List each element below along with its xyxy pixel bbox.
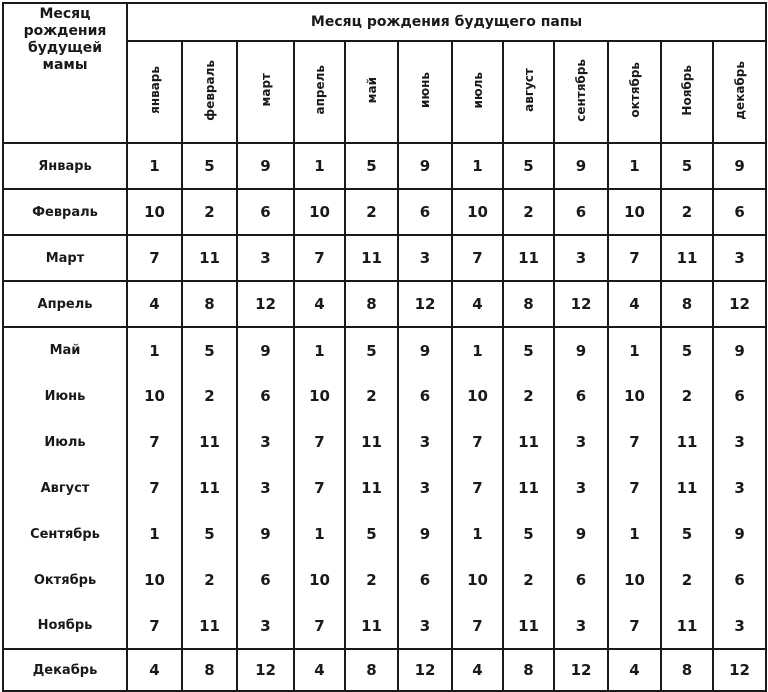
table-row — [3, 465, 766, 511]
table-cell: 6 — [398, 557, 452, 603]
table-cell: 4 — [294, 281, 345, 327]
table-cell: 1 — [452, 143, 503, 189]
mother-month-label: Февраль — [3, 189, 127, 235]
father-month-7 — [452, 41, 503, 143]
table-cell: 9 — [398, 327, 452, 373]
table-cell: 9 — [237, 327, 294, 373]
table-cell: 9 — [237, 143, 294, 189]
table-cell: 1 — [127, 327, 182, 373]
table-cell: 4 — [294, 649, 345, 691]
table-cell: 6 — [554, 373, 608, 419]
table-cell: 4 — [127, 649, 182, 691]
table-cell: 12 — [398, 649, 452, 691]
mother-month-label: Декабрь — [3, 649, 127, 691]
father-month-label: Ноябрь — [680, 64, 694, 116]
mother-month-label: Октябрь — [3, 557, 127, 603]
table-cell: 8 — [182, 649, 237, 691]
table-cell: 6 — [554, 557, 608, 603]
table-cell: 12 — [398, 281, 452, 327]
table-cell: 7 — [127, 465, 182, 511]
table-cell: 7 — [294, 603, 345, 649]
table-cell: 11 — [503, 603, 554, 649]
table-cell: 9 — [554, 511, 608, 557]
table-cell: 4 — [608, 281, 661, 327]
table-cell: 6 — [237, 557, 294, 603]
mother-month-label: Январь — [3, 143, 127, 189]
mother-month-label: Май — [3, 327, 127, 373]
table-cell: 3 — [398, 419, 452, 465]
father-month-11 — [661, 41, 713, 143]
table-cell: 2 — [503, 373, 554, 419]
mother-month-label: Август — [3, 465, 127, 511]
table-cell: 4 — [452, 281, 503, 327]
table-row — [3, 419, 766, 465]
mother-month-header: Месяц рождения будущей мамы — [3, 3, 127, 143]
table-cell: 2 — [661, 189, 713, 235]
table-cell: 10 — [452, 557, 503, 603]
conception-month-table — [2, 2, 767, 692]
table-cell: 5 — [503, 511, 554, 557]
table-cell: 6 — [398, 189, 452, 235]
table-cell: 8 — [182, 281, 237, 327]
table-cell: 3 — [713, 465, 766, 511]
table-cell: 1 — [294, 143, 345, 189]
table-cell: 11 — [661, 465, 713, 511]
table-cell: 5 — [503, 327, 554, 373]
table-cell: 10 — [294, 557, 345, 603]
table-cell: 5 — [182, 511, 237, 557]
table-cell: 4 — [452, 649, 503, 691]
father-month-label: май — [364, 76, 379, 104]
table-body — [3, 143, 766, 691]
table-cell: 6 — [237, 373, 294, 419]
table-cell: 11 — [503, 465, 554, 511]
table-cell: 7 — [452, 235, 503, 281]
table-cell: 6 — [713, 557, 766, 603]
table-cell: 12 — [554, 649, 608, 691]
table-cell: 6 — [713, 373, 766, 419]
table-cell: 8 — [503, 281, 554, 327]
table-cell: 12 — [237, 281, 294, 327]
father-month-label: июль — [470, 71, 485, 109]
mother-month-label: Июнь — [3, 373, 127, 419]
table-cell: 11 — [503, 235, 554, 281]
father-month-2 — [182, 41, 237, 143]
table-cell: 7 — [127, 419, 182, 465]
father-month-12 — [713, 41, 766, 143]
table-cell: 10 — [294, 373, 345, 419]
table-cell: 11 — [345, 603, 398, 649]
table-cell: 1 — [452, 511, 503, 557]
table-cell: 1 — [608, 327, 661, 373]
table-cell: 10 — [127, 557, 182, 603]
table-cell: 12 — [713, 649, 766, 691]
table-cell: 3 — [398, 235, 452, 281]
table-cell: 10 — [608, 189, 661, 235]
table-cell: 7 — [127, 235, 182, 281]
table-cell: 4 — [127, 281, 182, 327]
table-row — [3, 281, 766, 327]
table-cell: 9 — [713, 143, 766, 189]
table-cell: 7 — [608, 465, 661, 511]
table-cell: 8 — [503, 649, 554, 691]
table-cell: 8 — [661, 649, 713, 691]
table-cell: 2 — [661, 557, 713, 603]
table-cell: 7 — [452, 419, 503, 465]
table-cell: 2 — [503, 189, 554, 235]
table-row — [3, 143, 766, 189]
father-month-label: сентябрь — [574, 58, 588, 122]
table-cell: 5 — [182, 327, 237, 373]
table-cell: 11 — [661, 235, 713, 281]
table-cell: 7 — [294, 419, 345, 465]
father-month-9 — [554, 41, 608, 143]
table-cell: 3 — [554, 465, 608, 511]
father-month-label: декабрь — [732, 60, 747, 120]
father-month-8 — [503, 41, 554, 143]
table-row — [3, 327, 766, 373]
mother-month-label: Сентябрь — [3, 511, 127, 557]
table-cell: 9 — [713, 511, 766, 557]
table-cell: 5 — [503, 143, 554, 189]
table-cell: 11 — [182, 235, 237, 281]
table-cell: 2 — [345, 189, 398, 235]
table-cell: 8 — [661, 281, 713, 327]
table-cell: 5 — [345, 511, 398, 557]
table-cell: 10 — [127, 373, 182, 419]
table-cell: 5 — [182, 143, 237, 189]
table-cell: 3 — [398, 465, 452, 511]
father-month-header: Месяц рождения будущего папы — [127, 3, 766, 41]
table-cell: 3 — [713, 603, 766, 649]
table-cell: 3 — [398, 603, 452, 649]
table-cell: 5 — [345, 327, 398, 373]
table-cell: 1 — [294, 511, 345, 557]
table-cell: 9 — [554, 143, 608, 189]
table-cell: 12 — [237, 649, 294, 691]
table-cell: 1 — [452, 327, 503, 373]
table-cell: 7 — [608, 235, 661, 281]
table-cell: 2 — [182, 557, 237, 603]
mother-month-label: Март — [3, 235, 127, 281]
table-cell: 10 — [294, 189, 345, 235]
table-row — [3, 603, 766, 649]
table-cell: 4 — [608, 649, 661, 691]
table-cell: 11 — [661, 419, 713, 465]
table-cell: 2 — [182, 373, 237, 419]
mother-month-label: Ноябрь — [3, 603, 127, 649]
table-cell: 10 — [608, 557, 661, 603]
father-month-label: апрель — [312, 65, 327, 115]
father-month-1 — [127, 41, 182, 143]
mother-month-label: Апрель — [3, 281, 127, 327]
table-cell: 11 — [345, 235, 398, 281]
table-cell: 3 — [237, 419, 294, 465]
table-cell: 12 — [713, 281, 766, 327]
father-month-label: август — [521, 68, 536, 112]
father-month-label: январь — [147, 66, 162, 114]
table-cell: 8 — [345, 649, 398, 691]
table-cell: 1 — [608, 143, 661, 189]
table-cell: 2 — [182, 189, 237, 235]
father-month-label: февраль — [202, 59, 217, 121]
table-cell: 3 — [237, 465, 294, 511]
table-cell: 3 — [713, 235, 766, 281]
table-cell: 5 — [345, 143, 398, 189]
mother-month-label: Июль — [3, 419, 127, 465]
table-cell: 3 — [713, 419, 766, 465]
table-cell: 7 — [608, 419, 661, 465]
table-cell: 8 — [345, 281, 398, 327]
table-cell: 11 — [503, 419, 554, 465]
table-cell: 10 — [127, 189, 182, 235]
table-cell: 11 — [345, 419, 398, 465]
table-cell: 9 — [554, 327, 608, 373]
father-month-10 — [608, 41, 661, 143]
table-row — [3, 373, 766, 419]
table-cell: 10 — [452, 189, 503, 235]
table-cell: 7 — [608, 603, 661, 649]
table-cell: 12 — [554, 281, 608, 327]
table-row — [3, 511, 766, 557]
father-month-label: март — [258, 73, 273, 107]
father-month-label: октябрь — [627, 62, 642, 118]
father-month-3 — [237, 41, 294, 143]
table-cell: 7 — [127, 603, 182, 649]
table-cell: 5 — [661, 143, 713, 189]
father-month-4 — [294, 41, 345, 143]
table-cell: 10 — [452, 373, 503, 419]
table-cell: 2 — [503, 557, 554, 603]
table-cell: 5 — [661, 511, 713, 557]
table-cell: 3 — [237, 235, 294, 281]
table-cell: 2 — [345, 557, 398, 603]
table-cell: 3 — [554, 603, 608, 649]
table-cell: 1 — [608, 511, 661, 557]
table-cell: 3 — [554, 235, 608, 281]
table-cell: 1 — [127, 511, 182, 557]
father-month-label: июнь — [418, 72, 432, 108]
table-cell: 10 — [608, 373, 661, 419]
table-cell: 11 — [182, 419, 237, 465]
table-cell: 7 — [452, 603, 503, 649]
table-cell: 7 — [294, 465, 345, 511]
table-cell: 7 — [452, 465, 503, 511]
table-cell: 6 — [237, 189, 294, 235]
table-cell: 5 — [661, 327, 713, 373]
table-row — [3, 557, 766, 603]
table-cell: 11 — [182, 603, 237, 649]
table-cell: 2 — [345, 373, 398, 419]
table-cell: 9 — [713, 327, 766, 373]
table-row — [3, 235, 766, 281]
father-month-5 — [345, 41, 398, 143]
table-cell: 1 — [127, 143, 182, 189]
table-row — [3, 189, 766, 235]
table-cell: 9 — [398, 143, 452, 189]
table-cell: 1 — [294, 327, 345, 373]
father-month-6 — [398, 41, 452, 143]
table-cell: 7 — [294, 235, 345, 281]
table-cell: 3 — [554, 419, 608, 465]
table-cell: 11 — [182, 465, 237, 511]
table-cell: 6 — [554, 189, 608, 235]
table-cell: 6 — [398, 373, 452, 419]
table-cell: 3 — [237, 603, 294, 649]
table-cell: 2 — [661, 373, 713, 419]
table-cell: 11 — [661, 603, 713, 649]
table-cell: 9 — [237, 511, 294, 557]
table-cell: 6 — [713, 189, 766, 235]
table-cell: 11 — [345, 465, 398, 511]
table-cell: 9 — [398, 511, 452, 557]
table-row — [3, 649, 766, 691]
